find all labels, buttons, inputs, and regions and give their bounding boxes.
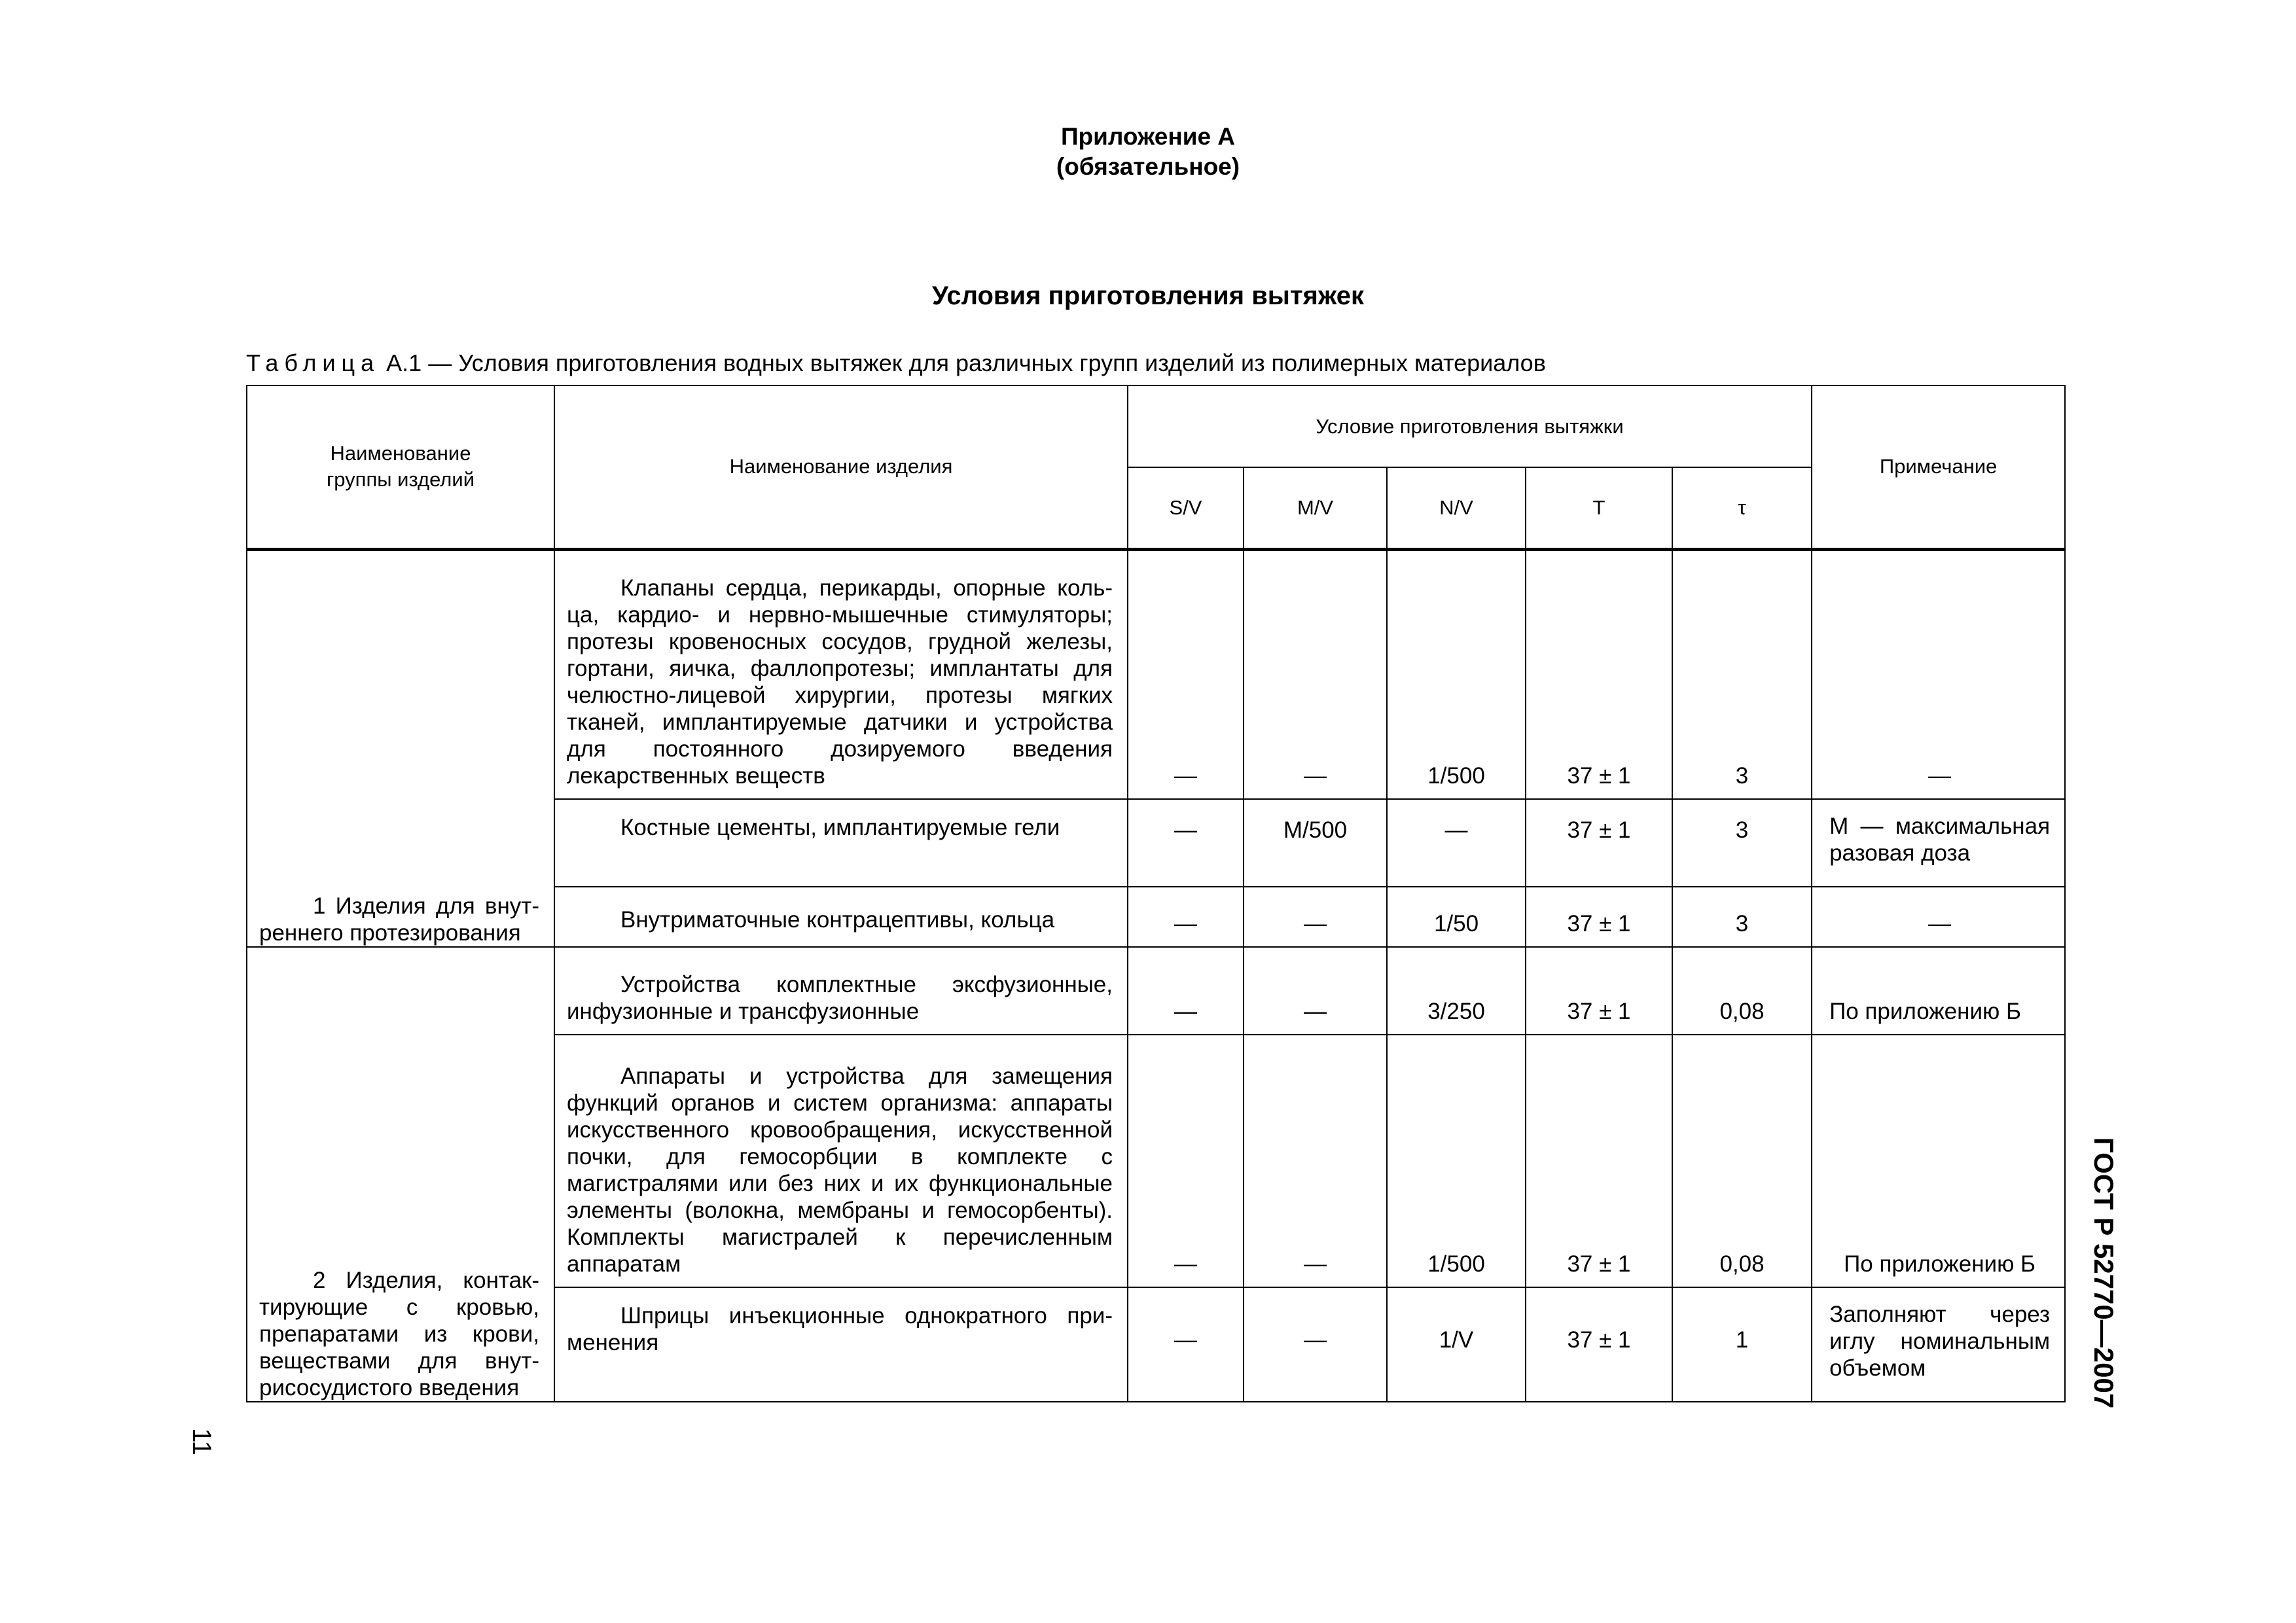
nv-cell: 1/50 — [1387, 887, 1526, 947]
table-caption — [246, 349, 1546, 378]
extraction-conditions-table — [246, 385, 2066, 1402]
appendix-label: Приложение А — [1060, 123, 1236, 150]
product-cell — [554, 887, 1128, 947]
product-name: Шприцы инъекционные однократного применения — [567, 1303, 1113, 1355]
sv-cell: — — [1128, 799, 1244, 887]
t-cell: 37 ± 1 — [1526, 1035, 1672, 1287]
mv-cell: — — [1244, 1287, 1387, 1402]
product-cell — [554, 947, 1128, 1035]
product-name: Устройства комплектные эксфузионные, инфузионные и трансфузионные — [567, 972, 1113, 1024]
sv-cell: — — [1128, 887, 1244, 947]
header-nv: N/V — [1387, 467, 1526, 549]
table-caption-lead: Таблица — [246, 349, 380, 376]
nv-cell: 3/250 — [1387, 947, 1526, 1035]
note-cell: — — [1812, 887, 2065, 947]
sv-cell: — — [1128, 1287, 1244, 1402]
product-cell — [554, 799, 1128, 887]
section-title: Условия приготовления вытяжек — [932, 281, 1364, 310]
tau-cell: 1 — [1672, 1287, 1812, 1402]
note-cell: Заполняют через иглу номинальным объемом — [1812, 1287, 2065, 1402]
header-t: T — [1526, 467, 1672, 549]
header-mv: M/V — [1244, 467, 1387, 549]
group-name: 1 Изделия для внутреннего протезирования — [259, 893, 539, 946]
t-cell: 37 ± 1 — [1526, 1287, 1672, 1402]
product-name: Клапаны сердца, перикарды, опорные кольца, кардио- и нервно-мышечные стимуляторы; протезы кровеносных сосудов, грудной железы, гортани, яичка, фаллопротезы; имплантаты для челюстно-лицевой хирургии, протезы мягких тканей, имплантируемые датчики и устройства для постоянного дозируемого введения лекарственных веществ — [567, 575, 1113, 789]
appendix-status: (обязательное) — [1056, 153, 1240, 180]
table-caption-number: А.1 — [386, 349, 422, 376]
tau-cell: 0,08 — [1672, 947, 1812, 1035]
product-cell — [554, 1287, 1128, 1402]
header-tau: τ — [1672, 467, 1812, 549]
nv-cell: — — [1387, 799, 1526, 887]
product-name: Костные цементы, имплантируемые гели — [620, 815, 1060, 840]
header-sv: S/V — [1128, 467, 1244, 549]
nv-cell: 1/V — [1387, 1287, 1526, 1402]
table-caption-text: — Условия приготовления водных вытяжек для различных групп изделий из полимерных материалов — [428, 349, 1546, 376]
mv-cell: — — [1244, 1035, 1387, 1287]
group-name-cell — [247, 549, 554, 947]
tau-cell: 0,08 — [1672, 1035, 1812, 1287]
note-cell: По приложению Б — [1812, 1035, 2065, 1287]
sv-cell: — — [1128, 1035, 1244, 1287]
mv-cell: — — [1244, 549, 1387, 799]
product-cell — [554, 549, 1128, 799]
t-cell: 37 ± 1 — [1526, 799, 1672, 887]
group-name-cell — [247, 947, 554, 1402]
header-conditions: Условие приготовления вытяжки — [1128, 385, 1812, 467]
table-row — [247, 549, 2065, 799]
t-cell: 37 ± 1 — [1526, 947, 1672, 1035]
header-note: Примечание — [1812, 385, 2065, 549]
product-name: Аппараты и устройства для замещения функций органов и систем организма: аппараты искусственного кровообращения, искусственной почки, для гемосорбции в комплекте с магистралями или без них и их функциональные элементы (волокна, мембраны и гемосорбенты). Комплекты магистралей к перечисленным аппаратам — [567, 1063, 1113, 1277]
sv-cell: — — [1128, 549, 1244, 799]
tau-cell: 3 — [1672, 799, 1812, 887]
page-number: 11 — [187, 1428, 216, 1455]
note-cell: — — [1812, 549, 2065, 799]
sv-cell: — — [1128, 947, 1244, 1035]
note-cell: По приложению Б — [1812, 947, 2065, 1035]
header-product-name: Наименование изделия — [554, 385, 1128, 549]
t-cell: 37 ± 1 — [1526, 887, 1672, 947]
mv-cell: — — [1244, 947, 1387, 1035]
header-group-name: Наименование группы изделий — [247, 385, 554, 549]
group-name: 2 Изделия, контактирующие с кровью, препаратами из крови, веществами для внутрисосудистого введения — [259, 1268, 539, 1400]
table-row — [247, 947, 2065, 1035]
mv-cell: М/500 — [1244, 799, 1387, 887]
nv-cell: 1/500 — [1387, 1035, 1526, 1287]
note-cell: М — максимальная разовая доза — [1812, 799, 2065, 887]
t-cell: 37 ± 1 — [1526, 549, 1672, 799]
tau-cell: 3 — [1672, 887, 1812, 947]
standard-code: ГОСТ Р 52770—2007 — [2089, 1137, 2119, 1409]
tau-cell: 3 — [1672, 549, 1812, 799]
product-name: Внутриматочные контрацептивы, кольца — [620, 906, 1055, 933]
mv-cell: — — [1244, 887, 1387, 947]
appendix-heading — [0, 122, 2296, 182]
nv-cell: 1/500 — [1387, 549, 1526, 799]
product-cell — [554, 1035, 1128, 1287]
